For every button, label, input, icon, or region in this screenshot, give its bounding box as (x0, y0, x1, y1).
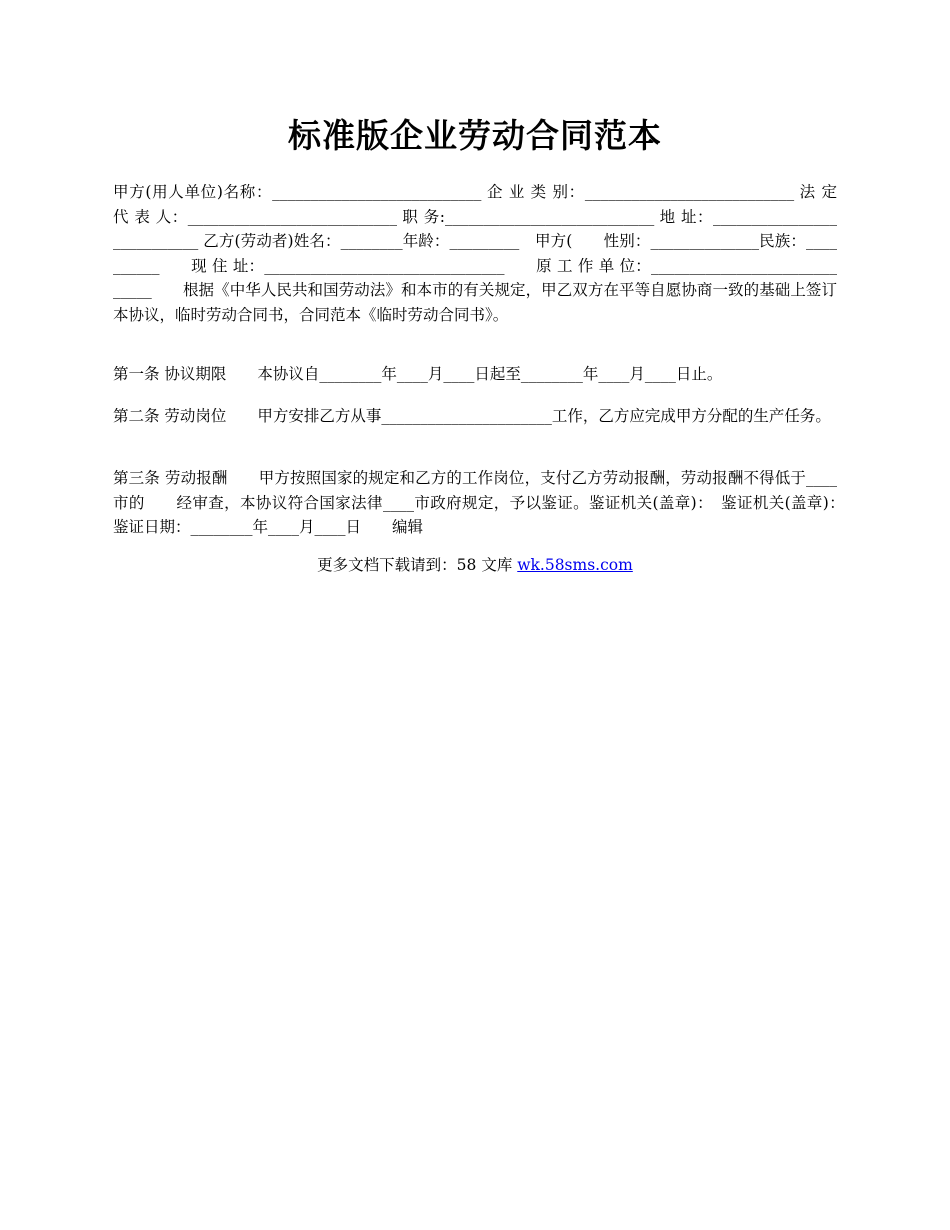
download-footer (113, 553, 837, 577)
article-3-remuneration-paragraph: 第三条 劳动报酬 甲方按照国家的规定和乙方的工作岗位，支付乙方劳动报酬，劳动报酬不得低于____市的 经审查，本协议符合国家法律____市政府规定，予以鉴证。鉴证机关(盖章)： 鉴证机关(盖章)： 鉴证日期：________年____月____日 编辑 (113, 469, 884, 536)
document-title: 标准版企业劳动合同范本 (288, 116, 662, 155)
article-2-position-paragraph: 第二条 劳动岗位 甲方安排乙方从事______________________工作，乙方应完成甲方分配的生产任务。 (113, 407, 831, 425)
footer-link[interactable]: wk.58sms.com (517, 556, 633, 574)
article-1-term-paragraph: 第一条 协议期限 本协议自________年____月____日起至________年____月____日止。 (113, 365, 723, 383)
footer-text: 更多文档下载请到：58 文库 (317, 556, 518, 574)
contract-party-info-paragraph: 甲方(用人单位)名称：___________________________ 企 业 类 别：___________________________ 法 定 代 表 人：___________________________ 职 务:___________________________ 地 址：___________________________ 乙方(劳动者)姓名：________年龄：_________ 甲方( 性别：______________民族：__________ 现 住 址：_______________________________ 原 工 作 单 位：_____________________________ 根据《中华人民共和国劳动法》和本市的有关规定，甲乙双方在平等自愿协商一致的基础上签订本协议，临时劳动合同书，合同范本《临时劳动合同书》。 (113, 183, 837, 324)
